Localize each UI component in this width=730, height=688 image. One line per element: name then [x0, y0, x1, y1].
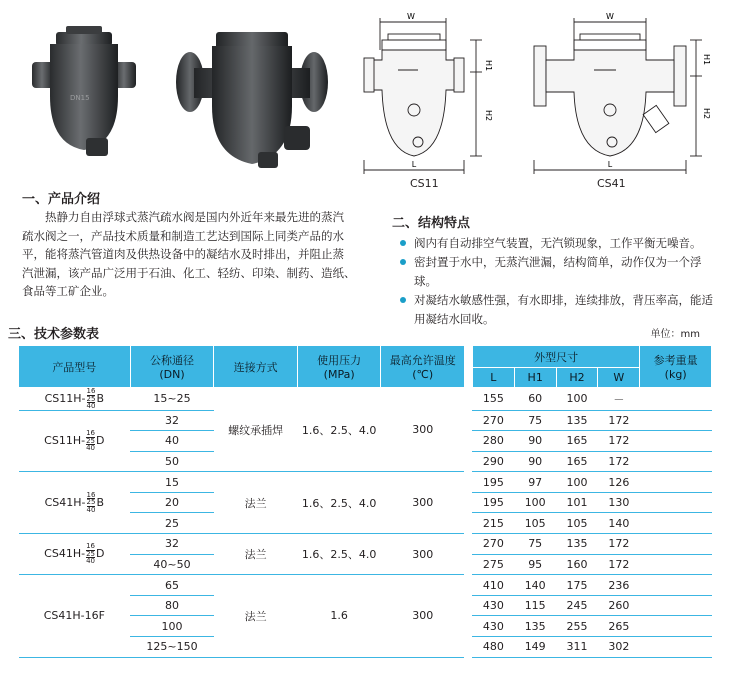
header-temp: 最高允许温度 (℃): [381, 346, 465, 388]
pressure-class: 25: [86, 549, 95, 558]
dim-w-label: W: [407, 12, 415, 21]
model-cell: [19, 534, 131, 575]
cs41-dimension-drawing: [520, 10, 710, 185]
dim-w-cell: 236: [598, 575, 640, 596]
column-gap: [464, 534, 472, 555]
dim-h1-cell: 149: [514, 637, 556, 658]
header-model: 产品型号: [19, 346, 131, 388]
pressure-cell: 1.6: [297, 575, 381, 657]
section-intro-title: 一、产品介绍: [22, 192, 101, 207]
dim-h1-label: H1: [484, 60, 493, 72]
connection-cell: 法兰: [214, 534, 297, 575]
header-w: W: [598, 368, 640, 388]
model-prefix: CS41H-: [44, 547, 86, 561]
pressure-cell: 1.6、2.5、4.0: [297, 472, 381, 534]
model-prefix: CS11H-: [44, 391, 86, 405]
column-gap: [464, 595, 472, 616]
dim-w-cell: 172: [598, 431, 640, 452]
pressure-class: 40: [86, 402, 96, 410]
column-gap: [464, 637, 472, 658]
pressure-class: 16: [86, 490, 96, 499]
column-gap: [464, 388, 472, 411]
pressure-class: 16: [86, 387, 96, 395]
table-row: [19, 388, 712, 411]
dim-l-cell: 430: [472, 595, 514, 616]
dim-w-cell: 172: [598, 410, 640, 431]
weight-cell: [640, 637, 712, 658]
dim-w-cell: －: [598, 388, 640, 411]
dim-l-cell: 480: [472, 637, 514, 658]
dim-w-cell: 260: [598, 595, 640, 616]
structure-feature-list: [398, 234, 720, 329]
dim-w-cell: 140: [598, 513, 640, 534]
model-pressure-stack: [86, 430, 95, 452]
weight-cell: [640, 492, 712, 513]
weight-cell: [640, 616, 712, 637]
model-cell: [19, 472, 131, 534]
column-gap: [464, 554, 472, 575]
dn-cell: 20: [130, 492, 214, 513]
table-row: [19, 575, 712, 596]
temp-cell: 300: [381, 388, 465, 472]
weight-cell: [640, 595, 712, 616]
dim-h2-cell: 135: [556, 410, 598, 431]
section-intro-text: [22, 208, 374, 301]
pressure-class: 16: [86, 542, 95, 551]
dim-l-cell: 215: [472, 513, 514, 534]
spec-table-body: [19, 388, 712, 658]
dim-h1-label: H1: [702, 54, 711, 66]
section-structure-title: 二、结构特点: [392, 216, 471, 231]
weight-cell: [640, 472, 712, 493]
dn-cell: 40: [130, 431, 214, 452]
dim-h2-cell: 245: [556, 595, 598, 616]
unit-note: 单位：mm: [650, 329, 700, 340]
dim-h2-cell: 165: [556, 451, 598, 472]
dim-l-cell: 195: [472, 472, 514, 493]
header-weight: 参考重量 (kg): [640, 346, 712, 388]
feature-item: 阀内有自动排空气装置，无汽锁现象，工作平衡无噪音。: [398, 234, 720, 253]
header-connection: 连接方式: [214, 346, 297, 388]
dim-w-cell: 302: [598, 637, 640, 658]
model-suffix: B: [96, 495, 104, 509]
dn-cell: 125~150: [130, 637, 214, 658]
connection-cell: 法兰: [214, 472, 297, 534]
dim-w-label: W: [606, 12, 614, 21]
model-prefix: CS41H-16F: [43, 609, 105, 623]
dim-h2-cell: 175: [556, 575, 598, 596]
dim-h1-cell: 60: [514, 388, 556, 411]
dim-w-cell: 130: [598, 492, 640, 513]
dim-h1-cell: 105: [514, 513, 556, 534]
dn-cell: 65: [130, 575, 214, 596]
model-pressure-stack: [86, 543, 95, 565]
model-cell: [19, 388, 131, 411]
spec-table: [18, 345, 712, 658]
cs11-product-photo: [26, 26, 142, 166]
weight-cell: [640, 554, 712, 575]
cs41-caption: CS41: [597, 177, 626, 190]
dim-w-cell: 265: [598, 616, 640, 637]
dim-h1-cell: 97: [514, 472, 556, 493]
dn-cell: 32: [130, 410, 214, 431]
column-gap: [464, 513, 472, 534]
column-gap: [464, 410, 472, 431]
weight-cell: [640, 513, 712, 534]
dim-l-label: L: [411, 160, 417, 169]
header-dn: 公称通径 (DN): [130, 346, 214, 388]
dn-cell: 15: [130, 472, 214, 493]
model-pressure-stack: [87, 492, 96, 514]
temp-cell: 300: [381, 472, 465, 534]
pressure-class: 25: [86, 394, 96, 403]
model-cell: [19, 575, 131, 657]
temp-cell: 300: [381, 534, 465, 575]
weight-cell: [640, 451, 712, 472]
model-pressure-stack: [87, 388, 96, 410]
column-gap: [464, 431, 472, 452]
header-l: L: [472, 368, 514, 388]
pressure-class: 25: [86, 498, 96, 507]
section-params-title: 三、技术参数表: [8, 327, 100, 342]
model-suffix: B: [96, 391, 104, 405]
dn-cell: 100: [130, 616, 214, 637]
dim-h1-cell: 75: [514, 410, 556, 431]
dim-l-cell: 155: [472, 388, 514, 411]
model-cell: [19, 410, 131, 472]
weight-cell: [640, 534, 712, 555]
table-row: [19, 534, 712, 555]
intro-line: 疏水阀之一，产品技术质量和制造工艺达到国际上同类产品的水: [22, 228, 344, 243]
intro-line: 食品等工矿企业。: [22, 284, 114, 298]
connection-cell: 法兰: [214, 575, 297, 657]
dim-h2-cell: 160: [556, 554, 598, 575]
dim-h2-label: H2: [702, 108, 711, 120]
pressure-class: 40: [86, 557, 95, 566]
cs41-product-photo: [172, 26, 332, 176]
header-pressure: 使用压力 (MPa): [297, 346, 381, 388]
dn-cell: 40~50: [130, 554, 214, 575]
intro-line: 汽泄漏，该产品广泛用于石油、化工、轻纺、印染、制药、造纸、: [22, 265, 356, 280]
dim-l-cell: 280: [472, 431, 514, 452]
dn-cell: 15~25: [130, 388, 214, 411]
feature-item-continuation: 用凝结水回收。: [414, 312, 495, 326]
dim-h2-cell: 135: [556, 534, 598, 555]
model-prefix: CS11H-: [44, 433, 86, 447]
header-gap: [464, 346, 472, 388]
column-gap: [464, 616, 472, 637]
weight-cell: [640, 388, 712, 411]
header-dimensions: 外型尺寸: [472, 346, 639, 368]
dim-l-cell: 410: [472, 575, 514, 596]
dim-h2-cell: 255: [556, 616, 598, 637]
dim-w-cell: 126: [598, 472, 640, 493]
pressure-class: 40: [86, 505, 96, 514]
pressure-class: 25: [86, 436, 95, 445]
header-h1: H1: [514, 368, 556, 388]
intro-line: 平，能将蒸汽管道肉及供热设备中的凝结水及时排出，并阻止蒸: [22, 247, 344, 261]
model-prefix: CS41H-: [44, 495, 86, 509]
dim-l-cell: 195: [472, 492, 514, 513]
weight-cell: [640, 410, 712, 431]
dim-h1-cell: 100: [514, 492, 556, 513]
connection-cell: 螺纹承插焊: [214, 388, 297, 472]
product-stamp: DN15: [70, 94, 90, 102]
dim-h1-cell: 75: [514, 534, 556, 555]
dim-h2-cell: 105: [556, 513, 598, 534]
dim-h1-cell: 135: [514, 616, 556, 637]
feature-item: 密封置于水中，无蒸汽泄漏，结构简单，动作仅为一个浮球。: [398, 253, 720, 291]
cs11-dimension-drawing: [358, 10, 508, 185]
pressure-cell: 1.6、2.5、4.0: [297, 388, 381, 472]
dim-h1-cell: 90: [514, 451, 556, 472]
dim-h2-cell: 165: [556, 431, 598, 452]
dim-l-label: L: [607, 160, 613, 169]
column-gap: [464, 451, 472, 472]
dim-h2-cell: 100: [556, 388, 598, 411]
dim-h2-cell: 100: [556, 472, 598, 493]
dn-cell: 50: [130, 451, 214, 472]
dn-cell: 80: [130, 595, 214, 616]
temp-cell: 300: [381, 575, 465, 657]
header-h2: H2: [556, 368, 598, 388]
dim-h1-cell: 140: [514, 575, 556, 596]
dim-l-cell: 275: [472, 554, 514, 575]
dim-h1-cell: 90: [514, 431, 556, 452]
weight-cell: [640, 575, 712, 596]
model-suffix: D: [95, 547, 105, 561]
dim-l-cell: 290: [472, 451, 514, 472]
model-suffix: D: [95, 433, 105, 447]
pressure-class: 16: [86, 429, 95, 438]
dim-l-cell: 270: [472, 534, 514, 555]
dim-w-cell: 172: [598, 554, 640, 575]
pressure-cell: 1.6、2.5、4.0: [297, 534, 381, 575]
dim-l-cell: 270: [472, 410, 514, 431]
dn-cell: 25: [130, 513, 214, 534]
dim-h2-label: H2: [484, 110, 493, 122]
intro-line: 热静力自由浮球式蒸汽疏水阀是国内外近年来最先进的蒸汽: [45, 210, 344, 224]
feature-item: 对凝结水敏感性强，有水即排，连续排放，背压率高，能适: [398, 291, 720, 310]
dim-l-cell: 430: [472, 616, 514, 637]
dim-h1-cell: 115: [514, 595, 556, 616]
pressure-class: 40: [86, 444, 95, 453]
dim-h2-cell: 311: [556, 637, 598, 658]
column-gap: [464, 575, 472, 596]
dim-h1-cell: 95: [514, 554, 556, 575]
dim-h2-cell: 101: [556, 492, 598, 513]
dim-w-cell: 172: [598, 451, 640, 472]
table-row: [19, 472, 712, 493]
column-gap: [464, 472, 472, 493]
column-gap: [464, 492, 472, 513]
dim-w-cell: 172: [598, 534, 640, 555]
dn-cell: 32: [130, 534, 214, 555]
cs11-caption: CS11: [410, 177, 439, 190]
weight-cell: [640, 431, 712, 452]
